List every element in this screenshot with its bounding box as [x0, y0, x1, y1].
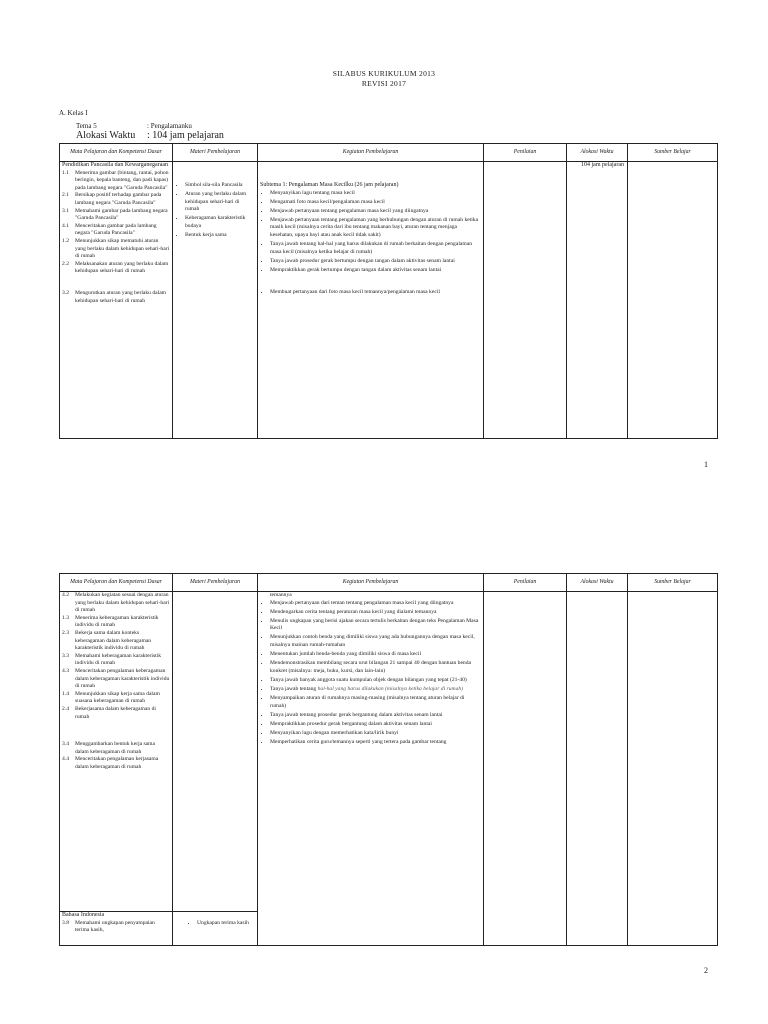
header-sumber: Sumber Belajar	[628, 144, 718, 162]
kd-text: Memahami gambar pada lambang negara "Garuda Pancasila"	[75, 207, 168, 222]
header-sumber: Sumber Belajar	[628, 574, 718, 592]
document-subtitle: REVISI 2017	[361, 79, 407, 88]
header-materi: Materi Pembelajaran	[173, 144, 258, 162]
kd-number: 3.4	[62, 741, 69, 748]
kd-text: Melaksanakan aturan yang berlaku dalam kehidupan sehari-hari di rumah	[75, 260, 169, 275]
kd-text: Bekerjasama dalam keberagaman di rumah	[75, 705, 156, 720]
penilaian-cell	[484, 162, 567, 439]
activity-item: • Tanya jawab prosedur gerak bertumpu dengan tangan dalam aktivitas senam lantai	[270, 258, 481, 266]
kd-text: Mengurutkan aturan yang berlaku dalam kehidupan sehari-hari di rumah	[75, 289, 167, 304]
kegiatan-cell	[258, 162, 484, 439]
header-alokasi: Alokasi Waktu	[567, 144, 628, 162]
tema-label: Tema 5	[76, 122, 97, 130]
alokasi-cell	[567, 592, 628, 946]
activity-item: • Mempraktikkan gerak bertumpu dengan tangan dalam aktivitas senam lantai	[270, 267, 481, 275]
kd-text: Menunjukkan sikap kerja sama dalam suasana keberagaman di rumah	[75, 690, 160, 705]
activity-item: • Mendengarkan cerita tentang peraturan masa kecil yang dialami temannya	[270, 609, 481, 617]
kd-number: 2.4	[62, 705, 69, 712]
activity-item: • Menulis ungkapan yang berisi ajakan secara tertulis berkaitan dengan teks Pengalaman Masa Kecil	[270, 618, 481, 633]
kd-item	[62, 170, 170, 193]
activity-list	[260, 190, 481, 297]
tema-value: : Pengalamanku	[147, 122, 192, 130]
alokasi-value-cell: 104 jam pelajaran	[581, 162, 624, 168]
kd-number: 2.1	[62, 192, 69, 199]
kd-text: Menerima gambar (bintang, rantai, pohon beringin, kepala banteng, dan padi kapas) pada lambang negara "Garuda Pancasila"	[75, 169, 169, 191]
bi-kd-cell	[60, 912, 173, 946]
ask-text-gray: hal-hal yang harus dilakukan (misalnya ketika belajar di rumah)	[317, 686, 464, 693]
penilaian-cell	[484, 592, 567, 946]
kd-item	[62, 668, 170, 691]
activity-item	[270, 686, 481, 694]
kd-item	[62, 615, 170, 630]
activity-item: • Memperhatikan cerita guru/temannya seperti yang tertera pada gambar tentang	[270, 739, 481, 747]
table-row	[60, 592, 718, 912]
materi-cell	[173, 162, 258, 439]
activity-item: • Tanya jawab tentang prosedur gerak bergantung dalam aktivitas senam lantai	[270, 712, 481, 720]
table-header-row	[60, 574, 718, 592]
kd-item	[62, 756, 170, 771]
header-materi: Materi Pembelajaran	[173, 574, 258, 592]
header-alokasi: Alokasi Waktu	[567, 574, 628, 592]
kd-number: 2.3	[62, 629, 69, 636]
activity-continuation: temannya	[270, 592, 292, 598]
kd-item	[62, 741, 170, 756]
kd-item	[62, 920, 170, 935]
syllabus-table-1	[59, 143, 718, 439]
kd-item	[62, 653, 170, 668]
kd-number: 3.3	[62, 652, 69, 659]
bi-materi-cell	[173, 912, 258, 946]
kd-item	[62, 208, 170, 223]
materi-item: • Bentuk kerja sama	[185, 232, 255, 240]
kd-item	[62, 706, 170, 721]
kd-number: 4.4	[62, 756, 69, 763]
subtema-heading: Subtema 1: Pengalaman Masa Kecilku (26 jam pelajaran)	[260, 182, 399, 188]
kd-item	[62, 630, 170, 653]
kd-text: Melakukan kegiatan sesuai dengan aturan yang berlaku dalam kehidupan sehari-hari di rumah	[75, 592, 170, 614]
materi-item: • Keberagaman karakteristik budaya	[185, 215, 255, 230]
header-kegiatan: Kegiatan Pembelajaran	[258, 574, 484, 592]
activity-item: • Menyanyikan lagu dengan memerhatikan kata/lirik bunyi	[270, 730, 481, 738]
kd-text: Memahami keberagaman karakteristik individu di rumah	[75, 652, 162, 667]
activity-item: • Menjawab pertanyaan tentang pengalaman masa kecil yang diingatnya	[270, 208, 481, 216]
activity-item: • Menyanyikan lagu tentang masa kecil	[270, 190, 481, 198]
materi-list	[175, 182, 255, 240]
kd-number: 4.2	[62, 592, 69, 598]
materi-list	[175, 920, 255, 928]
kd-number: 4.3	[62, 667, 69, 674]
kd-item	[62, 592, 170, 615]
kd-text: Menggambarkan bentuk kerja sama dalam keberagaman di rumah	[75, 741, 155, 755]
kd-number: 1.4	[62, 690, 69, 697]
activity-item: • Tanya jawab tentang hal-hal yang harus dilakukan di rumah berkaitan dengan pengalaman masa kecil (misalnya ketika belajar di rumah)	[270, 241, 481, 256]
kd-text: Menerima keberagaman karakteristik individu di rumah	[75, 614, 159, 629]
page-2	[0, 512, 768, 1024]
header-kegiatan: Kegiatan Pembelajaran	[258, 144, 484, 162]
kd-number: 1.3	[62, 614, 69, 621]
kd-text: Menunjukkan sikap mematuhi aturan yang berlaku dalam kehidupan sehari-hari di rumah	[75, 237, 170, 260]
kd-number: 3.2	[62, 289, 69, 296]
kd-number: 3.1	[62, 207, 69, 214]
activity-item: • Mendemonstrasikan membilang secara urut bilangan 21 sampai 40 dengan bantuan benda konkret (misalnya: meja, buku, kursi, dan lain-lain)	[270, 660, 481, 675]
page-number: 1	[704, 460, 708, 469]
materi-item: • Simbol sila-sila Pancasila	[185, 182, 255, 190]
alokasi-label: Alokasi Waktu	[76, 130, 136, 141]
subject-name: Pendidikan Pancasila dan Kewarganegaraan	[62, 162, 169, 168]
document-title: SILABUS KURIKULUM 2013	[332, 69, 436, 78]
kd-text: Menceritakan pengalaman keberagaman dalam keberagaman karakteristik individu di rumah	[75, 667, 170, 690]
sumber-cell	[628, 162, 718, 439]
kd-item	[62, 290, 170, 305]
header-penilaian: Penilaian	[484, 144, 567, 162]
kd-item	[62, 691, 170, 706]
activity-item: • Membuat pertanyaan dari foto masa kecil temannya/pengalaman masa kecil	[270, 289, 481, 297]
syllabus-table-2	[59, 573, 718, 946]
page-number: 2	[704, 966, 708, 975]
kd-text: Menceritakan pengalaman kerjasama dalam keberagaman di rumah	[75, 756, 159, 770]
materi-cell	[173, 592, 258, 912]
activity-item: • Menentukan jumlah benda-benda yang dimiliki siswa di masa kecil	[270, 651, 481, 659]
kd-number: 3.8	[62, 919, 69, 926]
activity-item: • Menyampaikan aturan di rumahnya masing-masing (misalnya tentang aturan belajar di rumah)	[270, 695, 481, 710]
section-heading: A. Kelas I	[59, 109, 88, 117]
ask-text: Tanya jawab tentang	[270, 686, 317, 693]
header-penilaian: Penilaian	[484, 574, 567, 592]
kd-number: 2.2	[62, 260, 69, 267]
table-header-row	[60, 144, 718, 162]
activity-item: • Tanya jawab banyak anggota suatu kumpulan objek dengan bilangan yang tepat (21-40)	[270, 677, 481, 685]
kegiatan-cell	[258, 592, 484, 946]
activity-item: • Menjawab pertanyaan tentang pengalaman yang berhubungan dengan aturan di rumah ketika masih kecil (misalnya cerita dari ibu tentang makanan bayi, aturan tentang menjaga kesehatan, upaya bayi atau anak kecil tidak sakit)	[270, 217, 481, 240]
kd-item	[62, 261, 170, 276]
activity-item: • Mengamati foto masa kecil/pengalaman masa kecil	[270, 199, 481, 207]
activity-item: • Mempraktikkan prosedur gerak bergantung dalam aktivitas senam lantai	[270, 721, 481, 729]
kd-cell	[60, 592, 173, 912]
kd-text: Bersikap positif terhadap gambar pada lambang negara "Garuda Pancasila"	[75, 192, 162, 206]
subject-name: Bahasa Indonesia	[62, 912, 105, 918]
kd-item	[62, 238, 170, 261]
header-mapel: Mata Pelajaran dan Kompetensi Dasar	[60, 574, 173, 592]
kd-text: Bekerja sama dalam konteks keberagaman dalam keberagaman karakteristik individu di rumah	[75, 629, 152, 652]
kd-item	[62, 223, 170, 238]
kd-text: Menceritakan gambar pada lambang negara "Garuda Pancasila"	[75, 222, 157, 237]
sumber-cell	[628, 592, 718, 946]
activity-item: • Menunjukkan contoh benda yang dimiliki siswa yang ada hubungannya dengan masa kecil, misalnya mainan rumah-rumahan	[270, 634, 481, 649]
alokasi-cell	[567, 162, 628, 439]
kd-number: 4.1	[62, 222, 69, 229]
alokasi-value: : 104 jam pelajaran	[147, 130, 224, 141]
materi-item: • Ungkapan terima kasih	[197, 920, 255, 928]
kd-cell	[60, 162, 173, 439]
kd-number: 1.2	[62, 237, 69, 244]
activity-item: • Menjawab pertanyaan dari teman tentang pengalaman masa kecil yang diingatnya	[270, 600, 481, 608]
materi-item: • Aturan yang berlaku dalam kehidupan sehari-hari di rumah	[185, 191, 255, 214]
header-mapel: Mata Pelajaran dan Kompetensi Dasar	[60, 144, 173, 162]
table-row	[60, 162, 718, 439]
kd-item	[62, 192, 170, 207]
kd-number: 1.1	[62, 169, 69, 176]
activity-list	[260, 600, 481, 747]
kd-text: Memahami ungkapan penyampaian terima kasih,	[75, 919, 155, 934]
